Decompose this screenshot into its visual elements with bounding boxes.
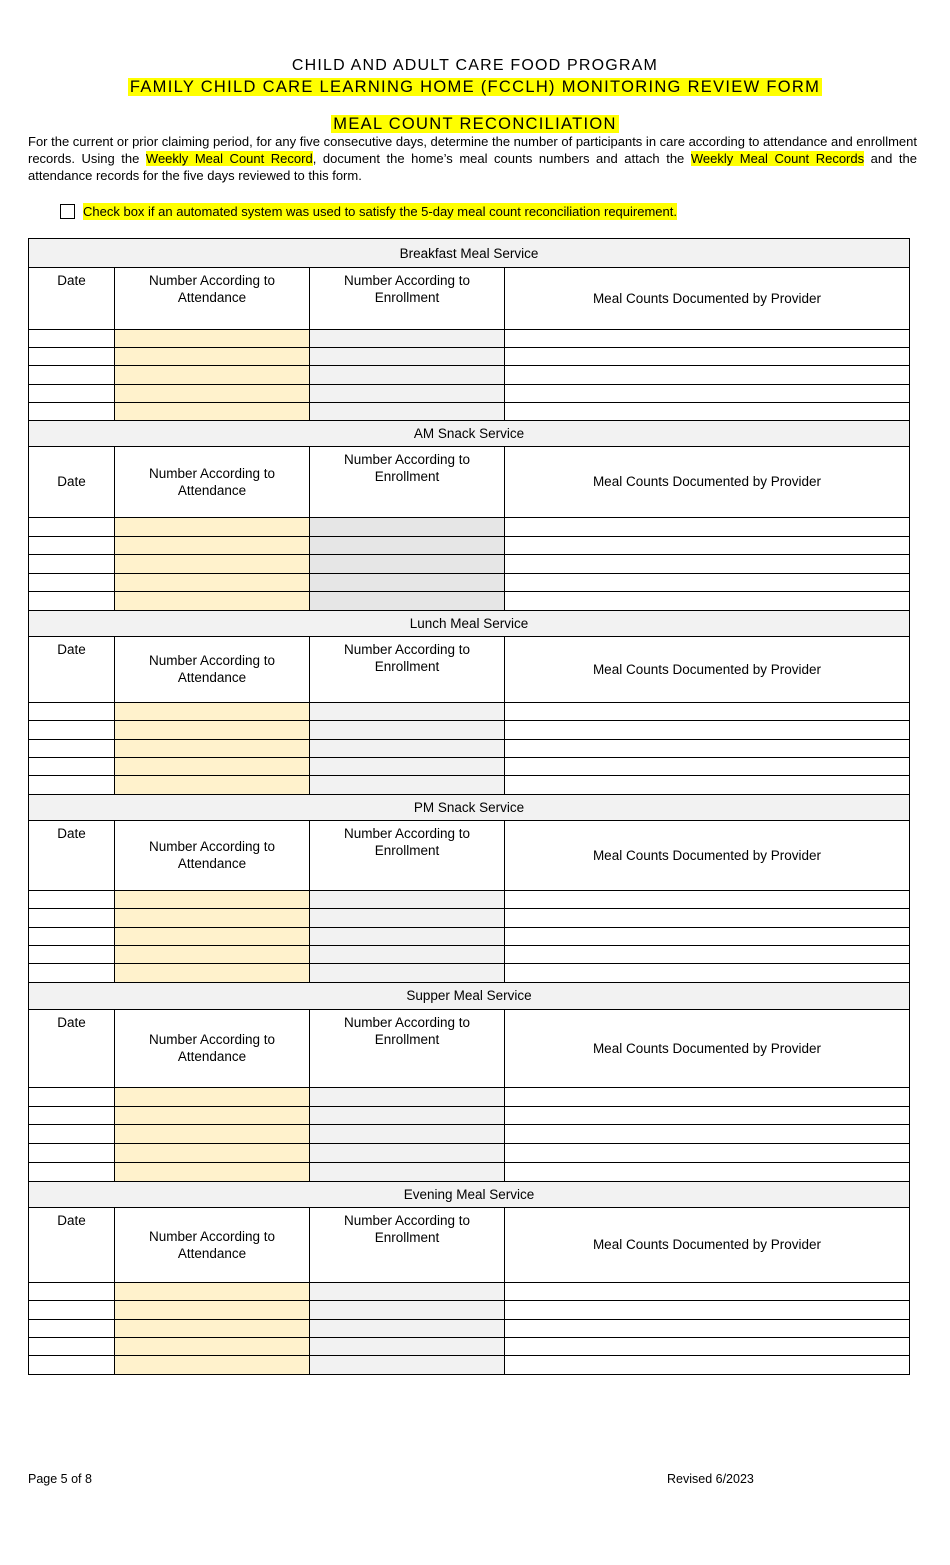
enrollment-cell[interactable] <box>310 1144 505 1163</box>
enrollment-cell[interactable] <box>310 1106 505 1125</box>
date-cell[interactable] <box>29 1319 115 1337</box>
provider-count-cell[interactable] <box>505 366 910 384</box>
table-row <box>29 1337 910 1355</box>
provider-count-cell[interactable] <box>505 330 910 348</box>
provider-count-cell[interactable] <box>505 1144 910 1163</box>
date-column-header: Date <box>29 446 115 517</box>
table-row <box>29 366 910 384</box>
table-row <box>29 573 910 592</box>
column-header-row <box>29 636 910 702</box>
enrollment-cell[interactable] <box>310 1337 505 1355</box>
enrollment-cell[interactable] <box>310 909 505 927</box>
section-title-row <box>29 239 910 268</box>
provider-count-cell[interactable] <box>505 739 910 757</box>
table-row <box>29 330 910 348</box>
table-row <box>29 555 910 574</box>
enrollment-cell[interactable] <box>310 1163 505 1182</box>
provider-count-cell[interactable] <box>505 384 910 402</box>
table-row <box>29 348 910 366</box>
enrollment-cell[interactable] <box>310 1282 505 1300</box>
form-title <box>0 77 950 97</box>
table-row <box>29 1144 910 1163</box>
section-title: AM Snack Service <box>29 420 910 446</box>
provider-count-cell[interactable] <box>505 1356 910 1374</box>
table-row <box>29 927 910 945</box>
enrollment-cell[interactable] <box>310 964 505 982</box>
provider-column-header: Meal Counts Documented by Provider <box>505 1207 910 1282</box>
automated-system-row <box>60 203 677 220</box>
attendance-cell[interactable] <box>115 592 310 611</box>
column-header-row <box>29 446 910 517</box>
attendance-cell[interactable] <box>115 402 310 420</box>
provider-count-cell[interactable] <box>505 702 910 720</box>
enrollment-column-header: Number According to Enrollment <box>310 1009 505 1087</box>
table-row <box>29 384 910 402</box>
attendance-cell[interactable] <box>115 1282 310 1300</box>
provider-count-cell[interactable] <box>505 964 910 982</box>
date-cell[interactable] <box>29 1282 115 1300</box>
attendance-cell[interactable] <box>115 1106 310 1125</box>
column-header-row <box>29 820 910 890</box>
enrollment-column-header: Number According to Enrollment <box>310 1207 505 1282</box>
table-row <box>29 739 910 757</box>
date-cell[interactable] <box>29 909 115 927</box>
section-title: Supper Meal Service <box>29 982 910 1009</box>
attendance-cell[interactable] <box>115 721 310 739</box>
date-cell[interactable] <box>29 1144 115 1163</box>
program-title: CHILD AND ADULT CARE FOOD PROGRAM <box>291 57 659 74</box>
attendance-cell[interactable] <box>115 330 310 348</box>
table-row <box>29 402 910 420</box>
attendance-cell[interactable] <box>115 1319 310 1337</box>
date-cell[interactable] <box>29 964 115 982</box>
attendance-cell[interactable] <box>115 1087 310 1106</box>
provider-count-cell[interactable] <box>505 1125 910 1144</box>
date-column-header: Date <box>29 1207 115 1282</box>
table-row <box>29 1301 910 1319</box>
enrollment-cell[interactable] <box>310 758 505 776</box>
attendance-cell[interactable] <box>115 890 310 908</box>
attendance-cell[interactable] <box>115 366 310 384</box>
table-row <box>29 592 910 611</box>
enrollment-cell[interactable] <box>310 739 505 757</box>
date-cell[interactable] <box>29 1301 115 1319</box>
date-cell[interactable] <box>29 1087 115 1106</box>
attendance-cell[interactable] <box>115 536 310 555</box>
attendance-cell[interactable] <box>115 555 310 574</box>
column-header-row <box>29 268 910 330</box>
section-title: Lunch Meal Service <box>29 610 910 636</box>
instructions-paragraph <box>28 133 917 184</box>
attendance-cell[interactable] <box>115 1356 310 1374</box>
table-row <box>29 1125 910 1144</box>
table-row <box>29 964 910 982</box>
provider-count-cell[interactable] <box>505 1282 910 1300</box>
provider-column-header: Meal Counts Documented by Provider <box>505 268 910 330</box>
section-title-row <box>29 1181 910 1207</box>
attendance-cell[interactable] <box>115 517 310 536</box>
attendance-cell[interactable] <box>115 1301 310 1319</box>
page-number: Page 5 of 8 <box>28 1472 92 1486</box>
attendance-cell[interactable] <box>115 1125 310 1144</box>
provider-count-cell[interactable] <box>505 402 910 420</box>
automated-system-label: Check box if an automated system was used to satisfy the 5-day meal count reconciliation requirement. <box>83 204 677 219</box>
enrollment-cell[interactable] <box>310 721 505 739</box>
automated-system-checkbox[interactable] <box>60 204 75 219</box>
section-title-row <box>29 982 910 1009</box>
date-cell[interactable] <box>29 1106 115 1125</box>
provider-count-cell[interactable] <box>505 946 910 964</box>
table-row <box>29 890 910 908</box>
provider-count-cell[interactable] <box>505 536 910 555</box>
form-title-text: FAMILY CHILD CARE LEARNING HOME (FCCLH) MONITORING REVIEW FORM <box>129 78 821 96</box>
table-row <box>29 1319 910 1337</box>
provider-count-cell[interactable] <box>505 1301 910 1319</box>
provider-count-cell[interactable] <box>505 1163 910 1182</box>
date-cell[interactable] <box>29 758 115 776</box>
enrollment-cell[interactable] <box>310 573 505 592</box>
date-cell[interactable] <box>29 330 115 348</box>
enrollment-cell[interactable] <box>310 776 505 794</box>
enrollment-cell[interactable] <box>310 366 505 384</box>
attendance-column-header: Number According to Attendance <box>115 820 310 890</box>
provider-count-cell[interactable] <box>505 592 910 611</box>
date-cell[interactable] <box>29 348 115 366</box>
date-cell[interactable] <box>29 776 115 794</box>
provider-count-cell[interactable] <box>505 1319 910 1337</box>
attendance-cell[interactable] <box>115 909 310 927</box>
provider-count-cell[interactable] <box>505 721 910 739</box>
attendance-cell[interactable] <box>115 1144 310 1163</box>
revised-date: Revised 6/2023 <box>667 1472 754 1486</box>
provider-count-cell[interactable] <box>505 517 910 536</box>
attendance-cell[interactable] <box>115 927 310 945</box>
enrollment-column-header: Number According to Enrollment <box>310 446 505 517</box>
provider-count-cell[interactable] <box>505 776 910 794</box>
date-cell[interactable] <box>29 555 115 574</box>
attendance-cell[interactable] <box>115 946 310 964</box>
date-cell[interactable] <box>29 1125 115 1144</box>
enrollment-cell[interactable] <box>310 702 505 720</box>
section-title-text: MEAL COUNT RECONCILIATION <box>333 115 617 133</box>
date-cell[interactable] <box>29 366 115 384</box>
section-title-row <box>29 610 910 636</box>
table-row <box>29 1087 910 1106</box>
attendance-cell[interactable] <box>115 702 310 720</box>
date-column-header: Date <box>29 1009 115 1087</box>
instructions-text-3: and the attendance records for the five days reviewed to this form. <box>28 151 917 183</box>
column-header-row <box>29 1207 910 1282</box>
weekly-meal-count-record-ref: Weekly Meal Count Record <box>145 151 313 166</box>
table-row <box>29 536 910 555</box>
provider-column-header: Meal Counts Documented by Provider <box>505 446 910 517</box>
enrollment-cell[interactable] <box>310 384 505 402</box>
date-cell[interactable] <box>29 721 115 739</box>
attendance-cell[interactable] <box>115 964 310 982</box>
provider-column-header: Meal Counts Documented by Provider <box>505 820 910 890</box>
attendance-column-header: Number According to Attendance <box>115 268 310 330</box>
attendance-cell[interactable] <box>115 758 310 776</box>
enrollment-column-header: Number According to Enrollment <box>310 820 505 890</box>
instructions-text-2: , document the home’s meal counts numbers and attach the <box>312 151 691 166</box>
date-cell[interactable] <box>29 384 115 402</box>
date-cell[interactable] <box>29 702 115 720</box>
provider-count-cell[interactable] <box>505 555 910 574</box>
table-row <box>29 776 910 794</box>
provider-count-cell[interactable] <box>505 890 910 908</box>
attendance-cell[interactable] <box>115 348 310 366</box>
table-row <box>29 1106 910 1125</box>
attendance-cell[interactable] <box>115 776 310 794</box>
table-row <box>29 1356 910 1374</box>
table-row <box>29 702 910 720</box>
table-row <box>29 1282 910 1300</box>
date-column-header: Date <box>29 820 115 890</box>
table-row <box>29 909 910 927</box>
section-title: PM Snack Service <box>29 794 910 820</box>
enrollment-cell[interactable] <box>310 555 505 574</box>
attendance-cell[interactable] <box>115 384 310 402</box>
table-row <box>29 517 910 536</box>
date-column-header: Date <box>29 268 115 330</box>
enrollment-cell[interactable] <box>310 946 505 964</box>
attendance-cell[interactable] <box>115 573 310 592</box>
enrollment-cell[interactable] <box>310 402 505 420</box>
attendance-column-header: Number According to Attendance <box>115 636 310 702</box>
date-cell[interactable] <box>29 739 115 757</box>
date-cell[interactable] <box>29 927 115 945</box>
attendance-column-header: Number According to Attendance <box>115 446 310 517</box>
enrollment-cell[interactable] <box>310 330 505 348</box>
enrollment-column-header: Number According to Enrollment <box>310 268 505 330</box>
enrollment-cell[interactable] <box>310 890 505 908</box>
section-title-row <box>29 420 910 446</box>
enrollment-cell[interactable] <box>310 348 505 366</box>
section-title-row <box>29 794 910 820</box>
attendance-cell[interactable] <box>115 739 310 757</box>
table-row <box>29 946 910 964</box>
date-cell[interactable] <box>29 890 115 908</box>
provider-count-cell[interactable] <box>505 927 910 945</box>
enrollment-cell[interactable] <box>310 1087 505 1106</box>
provider-column-header: Meal Counts Documented by Provider <box>505 1009 910 1087</box>
enrollment-cell[interactable] <box>310 592 505 611</box>
section-title: Evening Meal Service <box>29 1181 910 1207</box>
date-cell[interactable] <box>29 517 115 536</box>
table-row <box>29 1163 910 1182</box>
date-cell[interactable] <box>29 402 115 420</box>
date-cell[interactable] <box>29 592 115 611</box>
date-cell[interactable] <box>29 1163 115 1182</box>
date-cell[interactable] <box>29 946 115 964</box>
section-title <box>0 114 950 134</box>
enrollment-cell[interactable] <box>310 1125 505 1144</box>
provider-count-cell[interactable] <box>505 573 910 592</box>
provider-count-cell[interactable] <box>505 1106 910 1125</box>
attendance-column-header: Number According to Attendance <box>115 1207 310 1282</box>
provider-count-cell[interactable] <box>505 909 910 927</box>
section-title: Breakfast Meal Service <box>29 239 910 268</box>
date-cell[interactable] <box>29 536 115 555</box>
date-column-header: Date <box>29 636 115 702</box>
enrollment-cell[interactable] <box>310 536 505 555</box>
table-row <box>29 758 910 776</box>
table-row <box>29 721 910 739</box>
enrollment-cell[interactable] <box>310 1319 505 1337</box>
attendance-cell[interactable] <box>115 1163 310 1182</box>
date-cell[interactable] <box>29 1356 115 1374</box>
provider-count-cell[interactable] <box>505 1087 910 1106</box>
instructions-text-1: For the current or prior claiming period, for any five consecutive days, determine the number of participants in care according to attendance and enrollment records. Using the <box>28 134 917 166</box>
attendance-column-header: Number According to Attendance <box>115 1009 310 1087</box>
provider-count-cell[interactable] <box>505 1337 910 1355</box>
provider-count-cell[interactable] <box>505 348 910 366</box>
weekly-meal-count-records-ref: Weekly Meal Count Records <box>690 151 865 166</box>
enrollment-cell[interactable] <box>310 517 505 536</box>
enrollment-cell[interactable] <box>310 1356 505 1374</box>
enrollment-cell[interactable] <box>310 927 505 945</box>
meal-count-table <box>28 238 910 1375</box>
date-cell[interactable] <box>29 573 115 592</box>
date-cell[interactable] <box>29 1337 115 1355</box>
column-header-row <box>29 1009 910 1087</box>
attendance-cell[interactable] <box>115 1337 310 1355</box>
provider-column-header: Meal Counts Documented by Provider <box>505 636 910 702</box>
provider-count-cell[interactable] <box>505 758 910 776</box>
enrollment-column-header: Number According to Enrollment <box>310 636 505 702</box>
enrollment-cell[interactable] <box>310 1301 505 1319</box>
